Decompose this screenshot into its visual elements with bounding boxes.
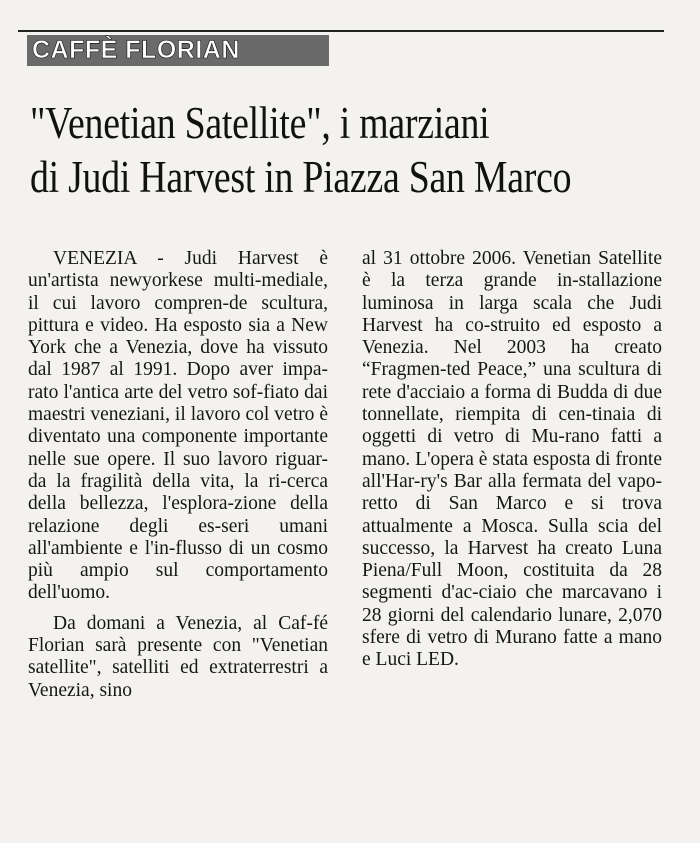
headline-line-2: di Judi Harvest in Piazza San Marco xyxy=(30,152,572,202)
paragraph-1-text: - Judi Harvest è un'artista newyorkese multi-mediale, il cui lavoro compren-de scultura, pittura e video. Ha esposto sia a New York che a Venezia, dove ha vissuto dal 1987 al 1991. Dopo aver impa-rato l'antica arte del vetro sof-fiato dai maestri veneziani, il lavoro col vetro è diventato una componente importante nelle sue opere. Il suo lavoro riguar-da la fragilità della vita, la ri-cerca della bellezza, l'esplora-zione della relazione degli es-seri umani all'ambiente e l'in-flusso di un cosmo più ampio sul comportamento dell'uomo. xyxy=(28,248,328,604)
paragraph-3: al 31 ottobre 2006. Venetian Satellite è la terza grande in-stallazione luminosa in larga scala che Judi Harvest ha co-struito ed esposto a Venezia. Nel 2003 ha creato “Fragmen-ted Peace,” una scultura di rete d'acciaio a forma di Budda di due tonnellate, riempita di cen-tinaia di oggetti di vetro di Mu-rano fatti a mano. L'opera è stata esposta di fronte all'Har-ry's Bar alla fermata del vapo-retto di San Marco e si trova attualmente a Mosca. Sulla scia del successo, la Harvest ha creato Luna Piena/Full Moon, costituita da 28 segmenti d'ac-ciaio che marcavano i 28 giorni del calendario lunare, 2,070 sfere di vetro di Murano fatte a mano e Luci LED. xyxy=(362,248,662,671)
headline-line-1: "Venetian Satellite", i marziani xyxy=(30,98,490,148)
article-headline xyxy=(30,96,576,204)
top-rule xyxy=(18,30,664,32)
article-column-right xyxy=(362,248,662,672)
paragraph-1 xyxy=(28,248,328,605)
dateline: VENEZIA xyxy=(53,248,137,269)
section-header xyxy=(27,35,329,66)
paragraph-2: Da domani a Venezia, al Caf-fé Florian sarà presente con "Venetian satellite", satelliti ed extraterrestri a Venezia, sino xyxy=(28,612,328,701)
section-label: CAFFÈ FLORIAN xyxy=(32,36,240,64)
article-column-left xyxy=(28,248,328,702)
